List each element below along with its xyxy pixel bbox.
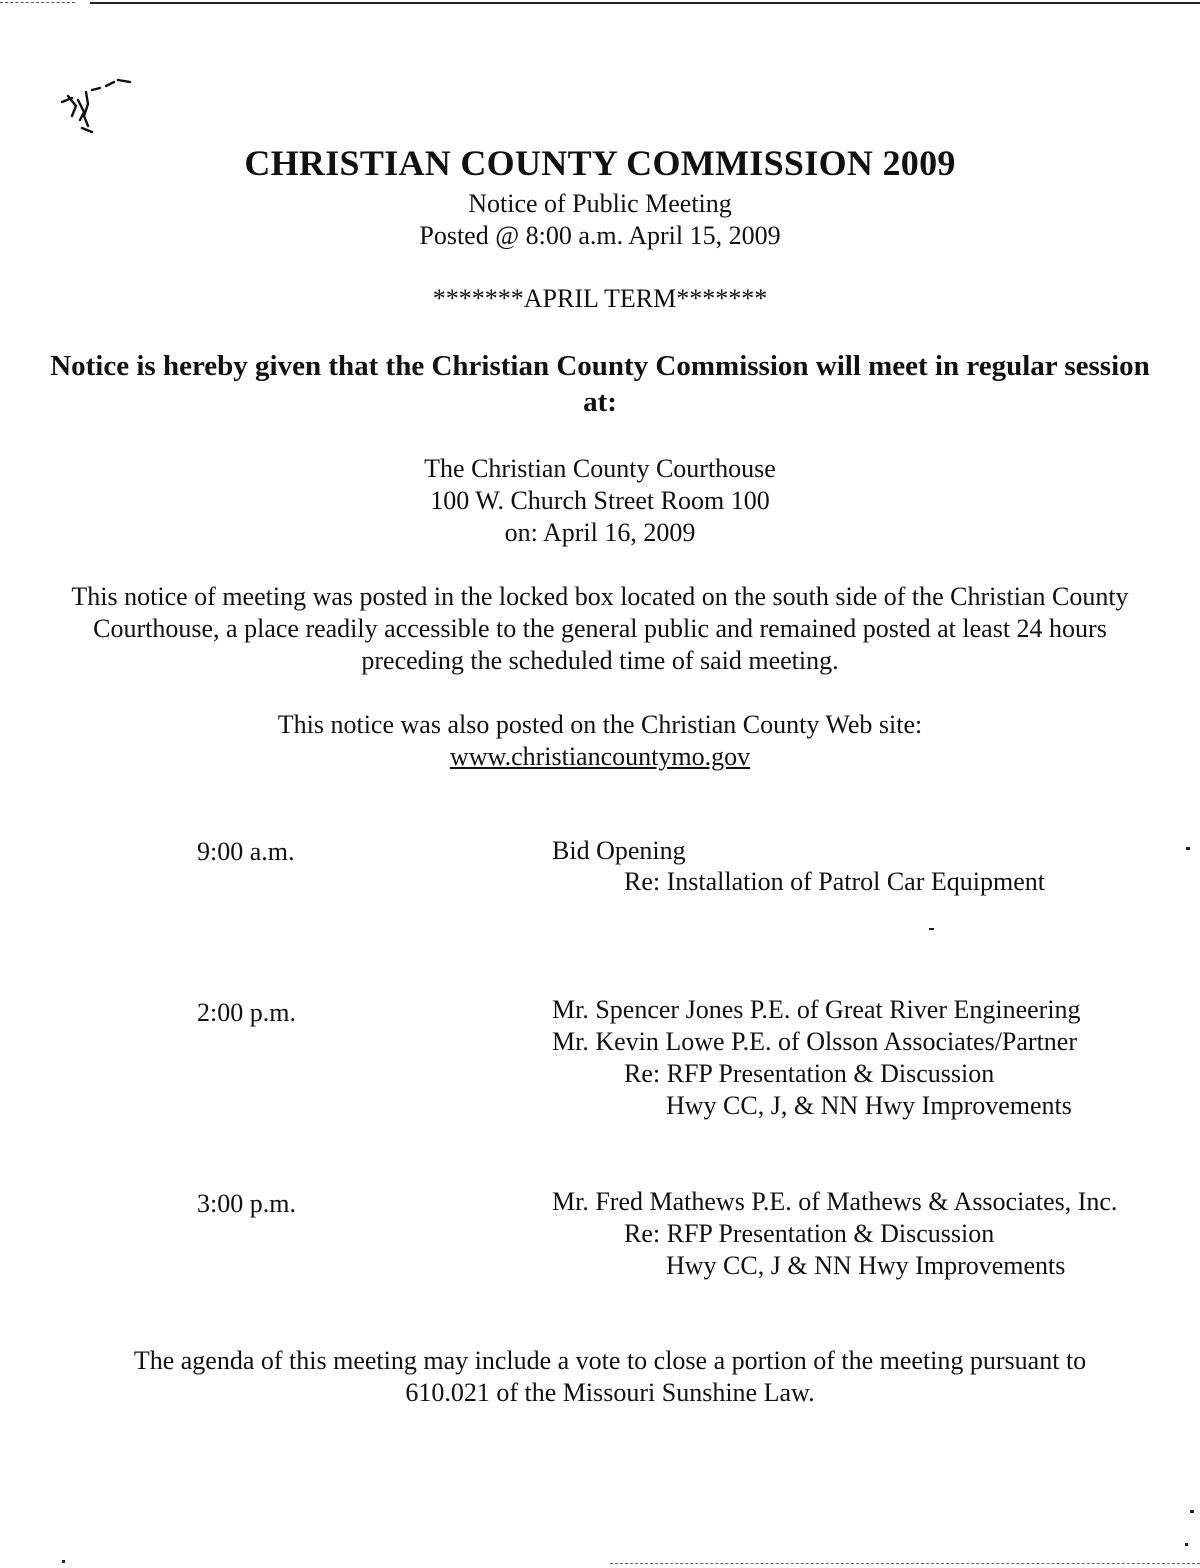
agenda-time: 9:00 a.m. xyxy=(197,837,295,866)
posting-statement: This notice of meeting was posted in the locked box located on the south side of the Christian County Courthouse, a place readily accessible to the general public and remained posted at least 24 hours preceding the scheduled time of said meeting. xyxy=(71,582,1129,675)
web-posting-intro: This notice was also posted on the Christian County Web site: xyxy=(277,710,923,739)
posted-timestamp: Posted @ 8:00 a.m. April 15, 2009 xyxy=(419,221,781,250)
notice-subtitle: Notice of Public Meeting xyxy=(468,189,732,218)
agenda-time: 3:00 p.m. xyxy=(197,1189,296,1218)
agenda-item-subject: Re: RFP Presentation & Discussion xyxy=(624,1059,995,1088)
website-link[interactable]: www.christiancountymo.gov xyxy=(449,742,751,771)
term-label: *******APRIL TERM******* xyxy=(432,284,768,313)
notice-headline: Notice is hereby given that the Christian County Commission will meet in regular session at: xyxy=(50,350,1150,418)
agenda-item-detail: Hwy CC, J & NN Hwy Improvements xyxy=(666,1251,1066,1280)
web-posting-link-row xyxy=(40,741,1160,773)
scan-speck xyxy=(62,1560,65,1563)
handwritten-mark-icon xyxy=(58,76,138,146)
scan-speck xyxy=(1185,1543,1188,1546)
scan-edge-mark xyxy=(610,1563,1200,1564)
document-title: CHRISTIAN COUNTY COMMISSION 2009 xyxy=(244,143,956,183)
agenda-item-subject: Re: RFP Presentation & Discussion xyxy=(624,1219,995,1248)
agenda-item-detail: Hwy CC, J, & NN Hwy Improvements xyxy=(666,1091,1072,1120)
scan-speck xyxy=(929,928,934,930)
location-address: 100 W. Church Street Room 100 xyxy=(430,486,770,515)
agenda-time: 2:00 p.m. xyxy=(197,998,296,1027)
meeting-date: on: April 16, 2009 xyxy=(504,518,696,547)
agenda-item-subject: Re: Installation of Patrol Car Equipment xyxy=(624,867,1045,896)
agenda-item-title: Bid Opening xyxy=(552,836,686,865)
scan-speck xyxy=(1186,847,1190,850)
location-building: The Christian County Courthouse xyxy=(424,454,776,483)
agenda-item-presenter: Mr. Kevin Lowe P.E. of Olsson Associates/Partner xyxy=(552,1027,1078,1056)
agenda-item-presenter: Mr. Fred Mathews P.E. of Mathews & Associates, Inc. xyxy=(552,1187,1118,1216)
agenda-item-presenter: Mr. Spencer Jones P.E. of Great River Engineering xyxy=(552,995,1081,1024)
scan-speck xyxy=(1190,1510,1194,1513)
closing-statement: The agenda of this meeting may include a vote to close a portion of the meeting pursuant to 610.021 of the Missouri Sunshine Law. xyxy=(133,1346,1087,1407)
scan-edge-mark xyxy=(0,2,75,3)
top-border-line xyxy=(90,2,1200,4)
